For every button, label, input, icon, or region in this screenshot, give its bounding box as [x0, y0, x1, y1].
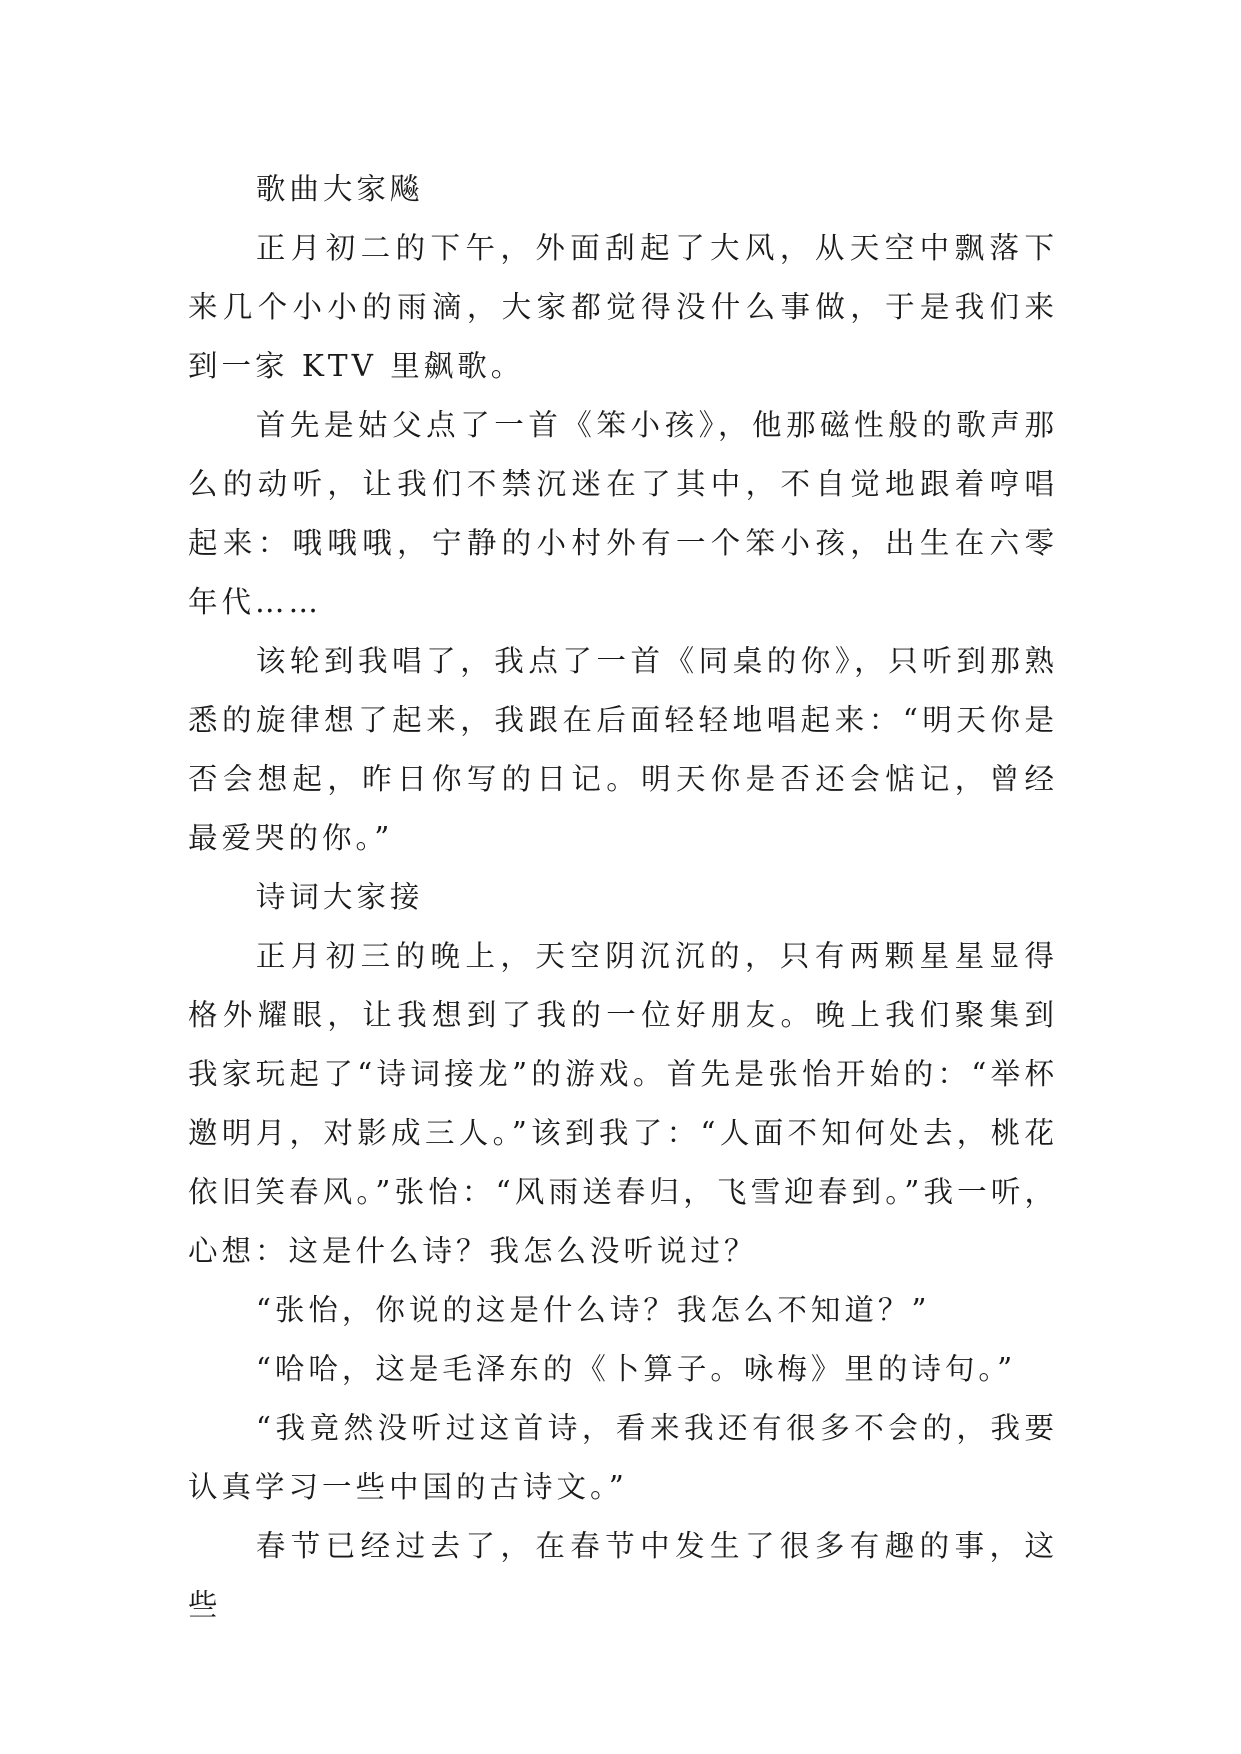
paragraph: 春节已经过去了，在春节中发生了很多有趣的事，这些 [188, 1529, 1058, 1622]
section-heading-poems: 诗词大家接 [255, 880, 424, 914]
dialogue-line: “我竟然没听过这首诗，看来我还有很多不会的，我要认真学习一些中国的古诗文。” [188, 1411, 1058, 1504]
document-body [188, 160, 1058, 1635]
paragraph: 正月初二的下午，外面刮起了大风，从天空中飘落下来几个小小的雨滴，大家都觉得没什么事做，于是我们来到一家 KTV 里飙歌。 [188, 231, 1058, 383]
paragraph: 该轮到我唱了，我点了一首《同桌的你》，只听到那熟悉的旋律想了起来，我跟在后面轻轻地唱起来：“明天你是否会想起，昨日你写的日记。明天你是否还会惦记，曾经最爱哭的你。” [188, 644, 1058, 855]
section-heading-songs: 歌曲大家飚 [255, 172, 424, 206]
paragraph: 正月初三的晚上，天空阴沉沉的，只有两颗星星显得格外耀眼，让我想到了我的一位好朋友。晚上我们聚集到我家玩起了“诗词接龙”的游戏。首先是张怡开始的：“举杯邀明月，对影成三人。”该到我了：“人面不知何处去，桃花依旧笑春风。”张怡：“风雨送春归，飞雪迎春到。”我一听，心想：这是什么诗？我怎么没听说过？ [188, 939, 1058, 1268]
dialogue-line: “张怡，你说的这是什么诗？我怎么不知道？” [255, 1293, 931, 1327]
dialogue-line: “哈哈，这是毛泽东的《卜算子。咏梅》里的诗句。” [255, 1352, 1017, 1386]
paragraph: 首先是姑父点了一首《笨小孩》，他那磁性般的歌声那么的动听，让我们不禁沉迷在了其中，不自觉地跟着哼唱起来：哦哦哦，宁静的小村外有一个笨小孩，出生在六零年代…… [188, 408, 1058, 619]
